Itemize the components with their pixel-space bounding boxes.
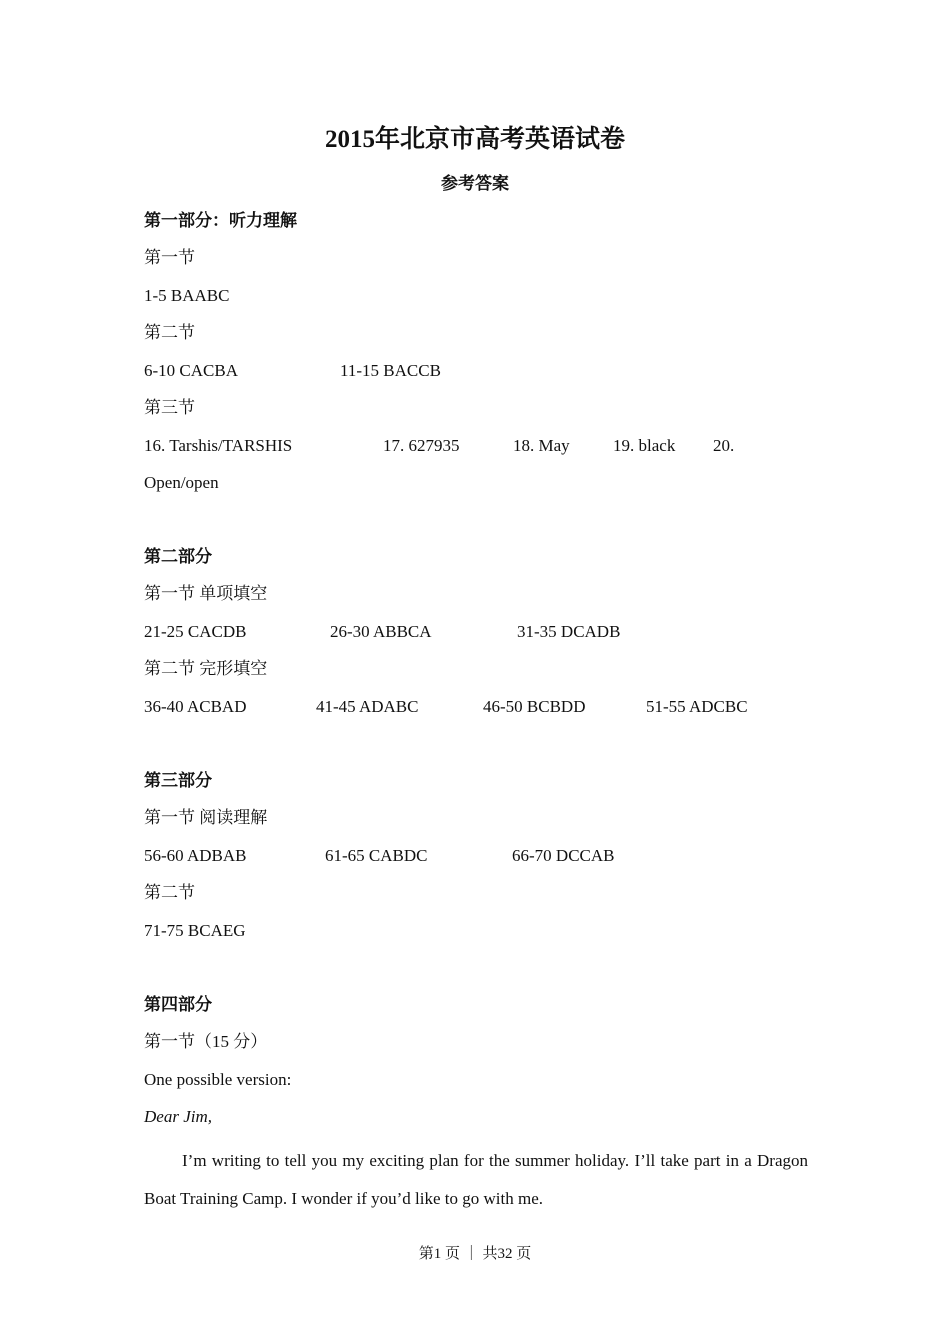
answer-group: 21-25 CACDB [144,622,247,641]
page-subtitle: 参考答案 [441,174,509,193]
part2-heading: 第二部分 [144,547,212,566]
answer-group: 1-5 BAABC [144,286,230,305]
part1-heading: 第一部分：听力理解 [144,211,297,230]
part1-sec2-answers [144,357,544,385]
answer-group: 66-70 DCCAB [512,846,615,865]
part3-sec2-answers [144,917,544,945]
part3-sec1-answers [144,842,704,870]
answer-group: 46-50 BCBDD [483,697,586,716]
part3-heading: 第三部分 [144,771,212,790]
answer-group: 26-30 ABBCA [330,622,432,641]
part1-sec1-answers [144,282,544,310]
part2-sec2-answers [144,693,804,721]
answer-group: 31-35 DCADB [517,622,621,641]
answer-item: 20. [713,436,735,455]
answer-item: 17. 627935 [383,436,460,455]
part1-sec3-wrap: Open/open [144,473,219,492]
answer-group: 41-45 ADABC [316,697,419,716]
part1-sec2-label: 第二节 [144,323,195,342]
part2-sec1-answers [144,618,704,646]
letter-salutation: Dear Jim, [144,1107,212,1126]
answer-group: 6-10 CACBA [144,361,238,380]
page-footer: 第1 页 ｜ 共32 页 [418,1246,532,1262]
answer-group: 56-60 ADBAB [144,846,247,865]
part1-sec3-label: 第三节 [144,398,195,417]
part4-sec1-label: 第一节（15 分） [144,1032,268,1051]
possible-version-label: One possible version: [144,1070,292,1089]
answer-group: 61-65 CABDC [325,846,428,865]
part1-sec1-label: 第一节 [144,248,195,267]
answer-group: 36-40 ACBAD [144,697,247,716]
part2-sec2-label: 第二节 完形填空 [144,659,268,678]
answer-group: 71-75 BCAEG [144,921,246,940]
answer-item: 18. May [513,436,570,455]
part3-sec2-label: 第二节 [144,883,195,902]
letter-paragraph: I’m writing to tell you my exciting plan for the summer holiday. I’ll take part in a Dragon Boat Training Camp. I wonder if you’d like to go with me. [144,1151,808,1208]
answer-item: 16. Tarshis/TARSHIS [144,436,293,455]
answer-item: 19. black [613,436,676,455]
part2-sec1-label: 第一节 单项填空 [144,584,268,603]
answer-group: 51-55 ADCBC [646,697,748,716]
part1-sec3-answers [144,432,784,460]
page-title: 2015年北京市高考英语试卷 [324,126,625,153]
part3-sec1-label: 第一节 阅读理解 [144,808,268,827]
answer-group: 11-15 BACCB [340,361,441,380]
part4-heading: 第四部分 [144,995,212,1014]
